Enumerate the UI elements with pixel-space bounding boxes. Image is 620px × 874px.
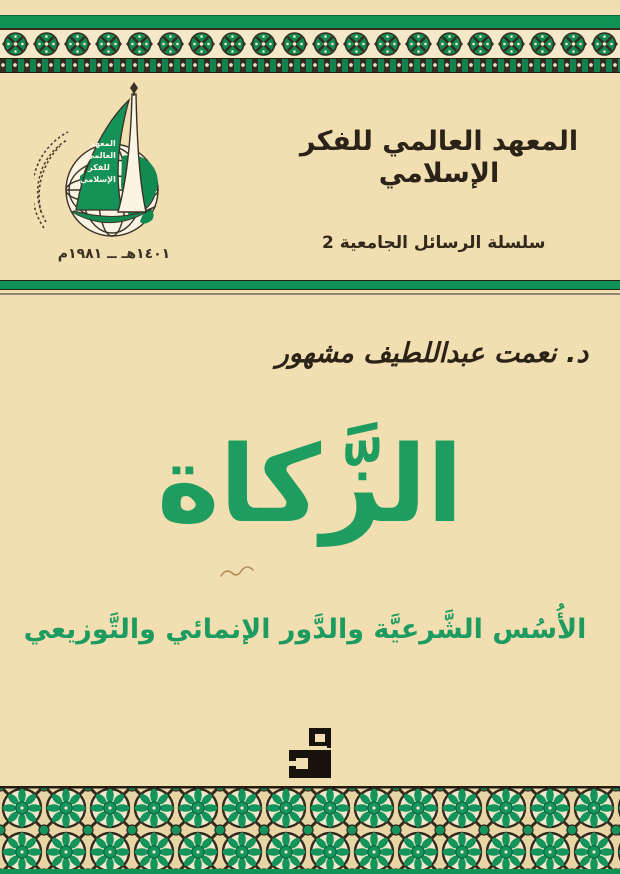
publisher-monogram-icon bbox=[285, 726, 335, 780]
flower-mosaic-band bbox=[0, 786, 620, 874]
institute-name-calligraphy: المعهد العالمي للفكر الإسلامي bbox=[299, 126, 579, 190]
sail-text-line: العالمي bbox=[86, 151, 116, 160]
hijri-gregorian-date: ١٤٠١هـ ــ ١٩٨١م bbox=[57, 246, 171, 262]
separator-thin-line bbox=[0, 293, 620, 295]
institute-globe-sail-emblem bbox=[34, 80, 186, 240]
separator-green-bar bbox=[0, 280, 620, 290]
series-label: سلسلة الرسائل الجامعية 2 bbox=[322, 233, 546, 253]
top-checker-strip bbox=[0, 58, 620, 73]
book-title: الزَّكاة bbox=[156, 423, 464, 546]
logo-arc-script bbox=[34, 132, 68, 228]
author-name-calligraphy: د. نعمت عبداللطيف مشهور bbox=[275, 338, 589, 369]
rosette-band bbox=[0, 30, 620, 58]
top-ornament-border bbox=[0, 15, 620, 73]
book-subtitle: الأُسُس الشَّرعيَّة والدَّور الإنمائي والتَّوزيعي bbox=[23, 614, 587, 645]
sail-text-line: المعهد bbox=[90, 139, 116, 148]
separator-rule bbox=[0, 280, 620, 295]
sail-text-line: للفكر bbox=[88, 163, 110, 172]
top-green-bar bbox=[0, 15, 620, 30]
sail-text-line: الإسلامي bbox=[80, 175, 116, 184]
bottom-ornament-border bbox=[0, 786, 620, 874]
small-scribble-mark bbox=[218, 563, 258, 583]
